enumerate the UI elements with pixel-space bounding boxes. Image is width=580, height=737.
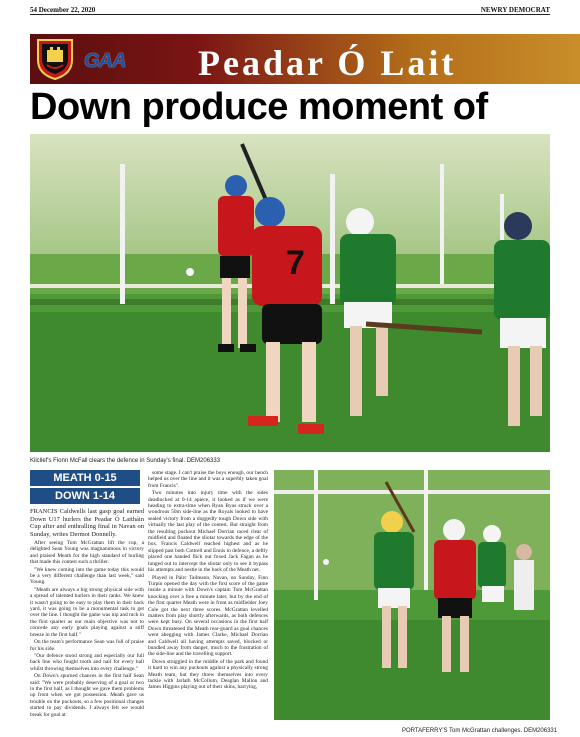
article-paragraph: some stage. I can't praise the boys enough, our bench helped us over the line and it was a superbly taken goal from Francis". — [148, 470, 268, 489]
gaa-logo: GAA — [84, 50, 126, 72]
score-meath: MEATH 0-15 — [30, 470, 140, 486]
competition-name: Peadar Ó Lait — [198, 43, 457, 83]
svg-text:7: 7 — [286, 244, 305, 282]
page-date: 54 December 22, 2020 — [30, 6, 96, 14]
article-column-2 — [148, 470, 268, 692]
article-paragraph: Two minutes into injury time with the sides deadlocked at 0-14 apiece, it looked as if we were heading to extra-time when Ryan Byas struck over a wondrous 50m side-line as the Royals looked to have sealed victory from a doggedly tough Down side with virtually the last play of the contest. But straight from the resulting puckout Michael Dorrian raced clear of midfield and floated the sliotar towards the edge of the box. Francis Caldwell reached highest and as he slipped past both Cottrell and Ennis in defence, a deftly placed one handed flick out foxed Jack Fagan as he lunged out to intercept the sliotar only to see it bypass his attempts and nestle in the back of the Meath net. — [148, 490, 268, 574]
article-paragraph: On Down's spurned chances in the first half Sean said: "We were probably deserving of a goal or two in the first half, as I thought we gave them problems up front when we got possession. Meath gave us trouble on the puckouts, so a few positional changes started to pay dividends. I always felt we would break for goal at — [30, 673, 144, 718]
article-lead: FRANCIS Caldwells last gasp goal earned Down U17 hurlers the Peadar Ó Laitháin Cup after and enthralling final in Navan on Sunday, writes Dermot Donnelly. — [30, 508, 144, 538]
side-photo-caption: PORTAFERRY'S Tom McGrattan challenges. DEM206331 — [402, 728, 558, 734]
section-banner — [30, 34, 580, 84]
headline: Down produce moment of — [30, 86, 488, 128]
score-down: DOWN 1-14 — [30, 488, 140, 504]
county-crest-icon — [36, 38, 74, 80]
article-paragraph: "Meath are always a big strong physical side with a spread of talented hurlers in their ranks. We knew it wasn't going to be easy to play them in their back yard, it was going to be a monumental task to get over the line. I thought the game was nip and tuck in the first quarter as our main objective was not to concede any early goals playing against a stiff breeze in the first half." — [30, 586, 144, 638]
article-column-1 — [30, 508, 144, 719]
main-match-photo — [30, 134, 550, 452]
article-paragraph: Played in Páirc Tailteann, Navan, on Sunday, Finn Turpin opened the day with the first score of the game inside a minute with Down's captain Tom McGrattan knocking over a free a minute later, but by the end of the first quarter Meath were in front as midfielder Joey Cole got the next three scores. McGrattan levelled matters from play shortly afterwards, as both defences were kept busy. On several occasions in the first half Down threatened the Meath rear-guard as goal chances went abegging with James Clarke, Michael Dorrian and Caldwell all having attempts saved, blocked or bundled away from danger, much to the frustration of the side-line and the travelling support. — [148, 574, 268, 658]
article-paragraph: "We knew coming into the game today this would be a very different challenge than last week," said Young. — [30, 566, 144, 586]
article-paragraph: After seeing Tom McGrattan lift the cup, a delighted Sean Young was magnanimous in victory and praised Meath for the high standard of hurling that made this contest such a thriller. — [30, 540, 144, 566]
article-paragraph: On the team's performance Sean was full of praise for his side. — [30, 639, 144, 652]
newspaper-name: NEWRY DEMOCRAT — [480, 6, 550, 14]
side-match-photo — [274, 470, 550, 720]
folio-rule — [30, 14, 550, 15]
main-photo-caption: Kilclief's Fionn McFall clears the defence in Sunday's final. DEM206333 — [30, 458, 221, 464]
article-paragraph: Down struggled in the middle of the park and found it hard to win any puckouts against a physically strong Meath team, but they threw themselves into every tackle with Jarlath McCollum, Deaglan Mallon and James Higgins playing out of their skins, harrying, — [148, 658, 268, 691]
article-paragraph: "Our defence stood strong and especially our full back line who fought tooth and nail for every ball whilst throwing themselves into every challenge." — [30, 652, 144, 672]
